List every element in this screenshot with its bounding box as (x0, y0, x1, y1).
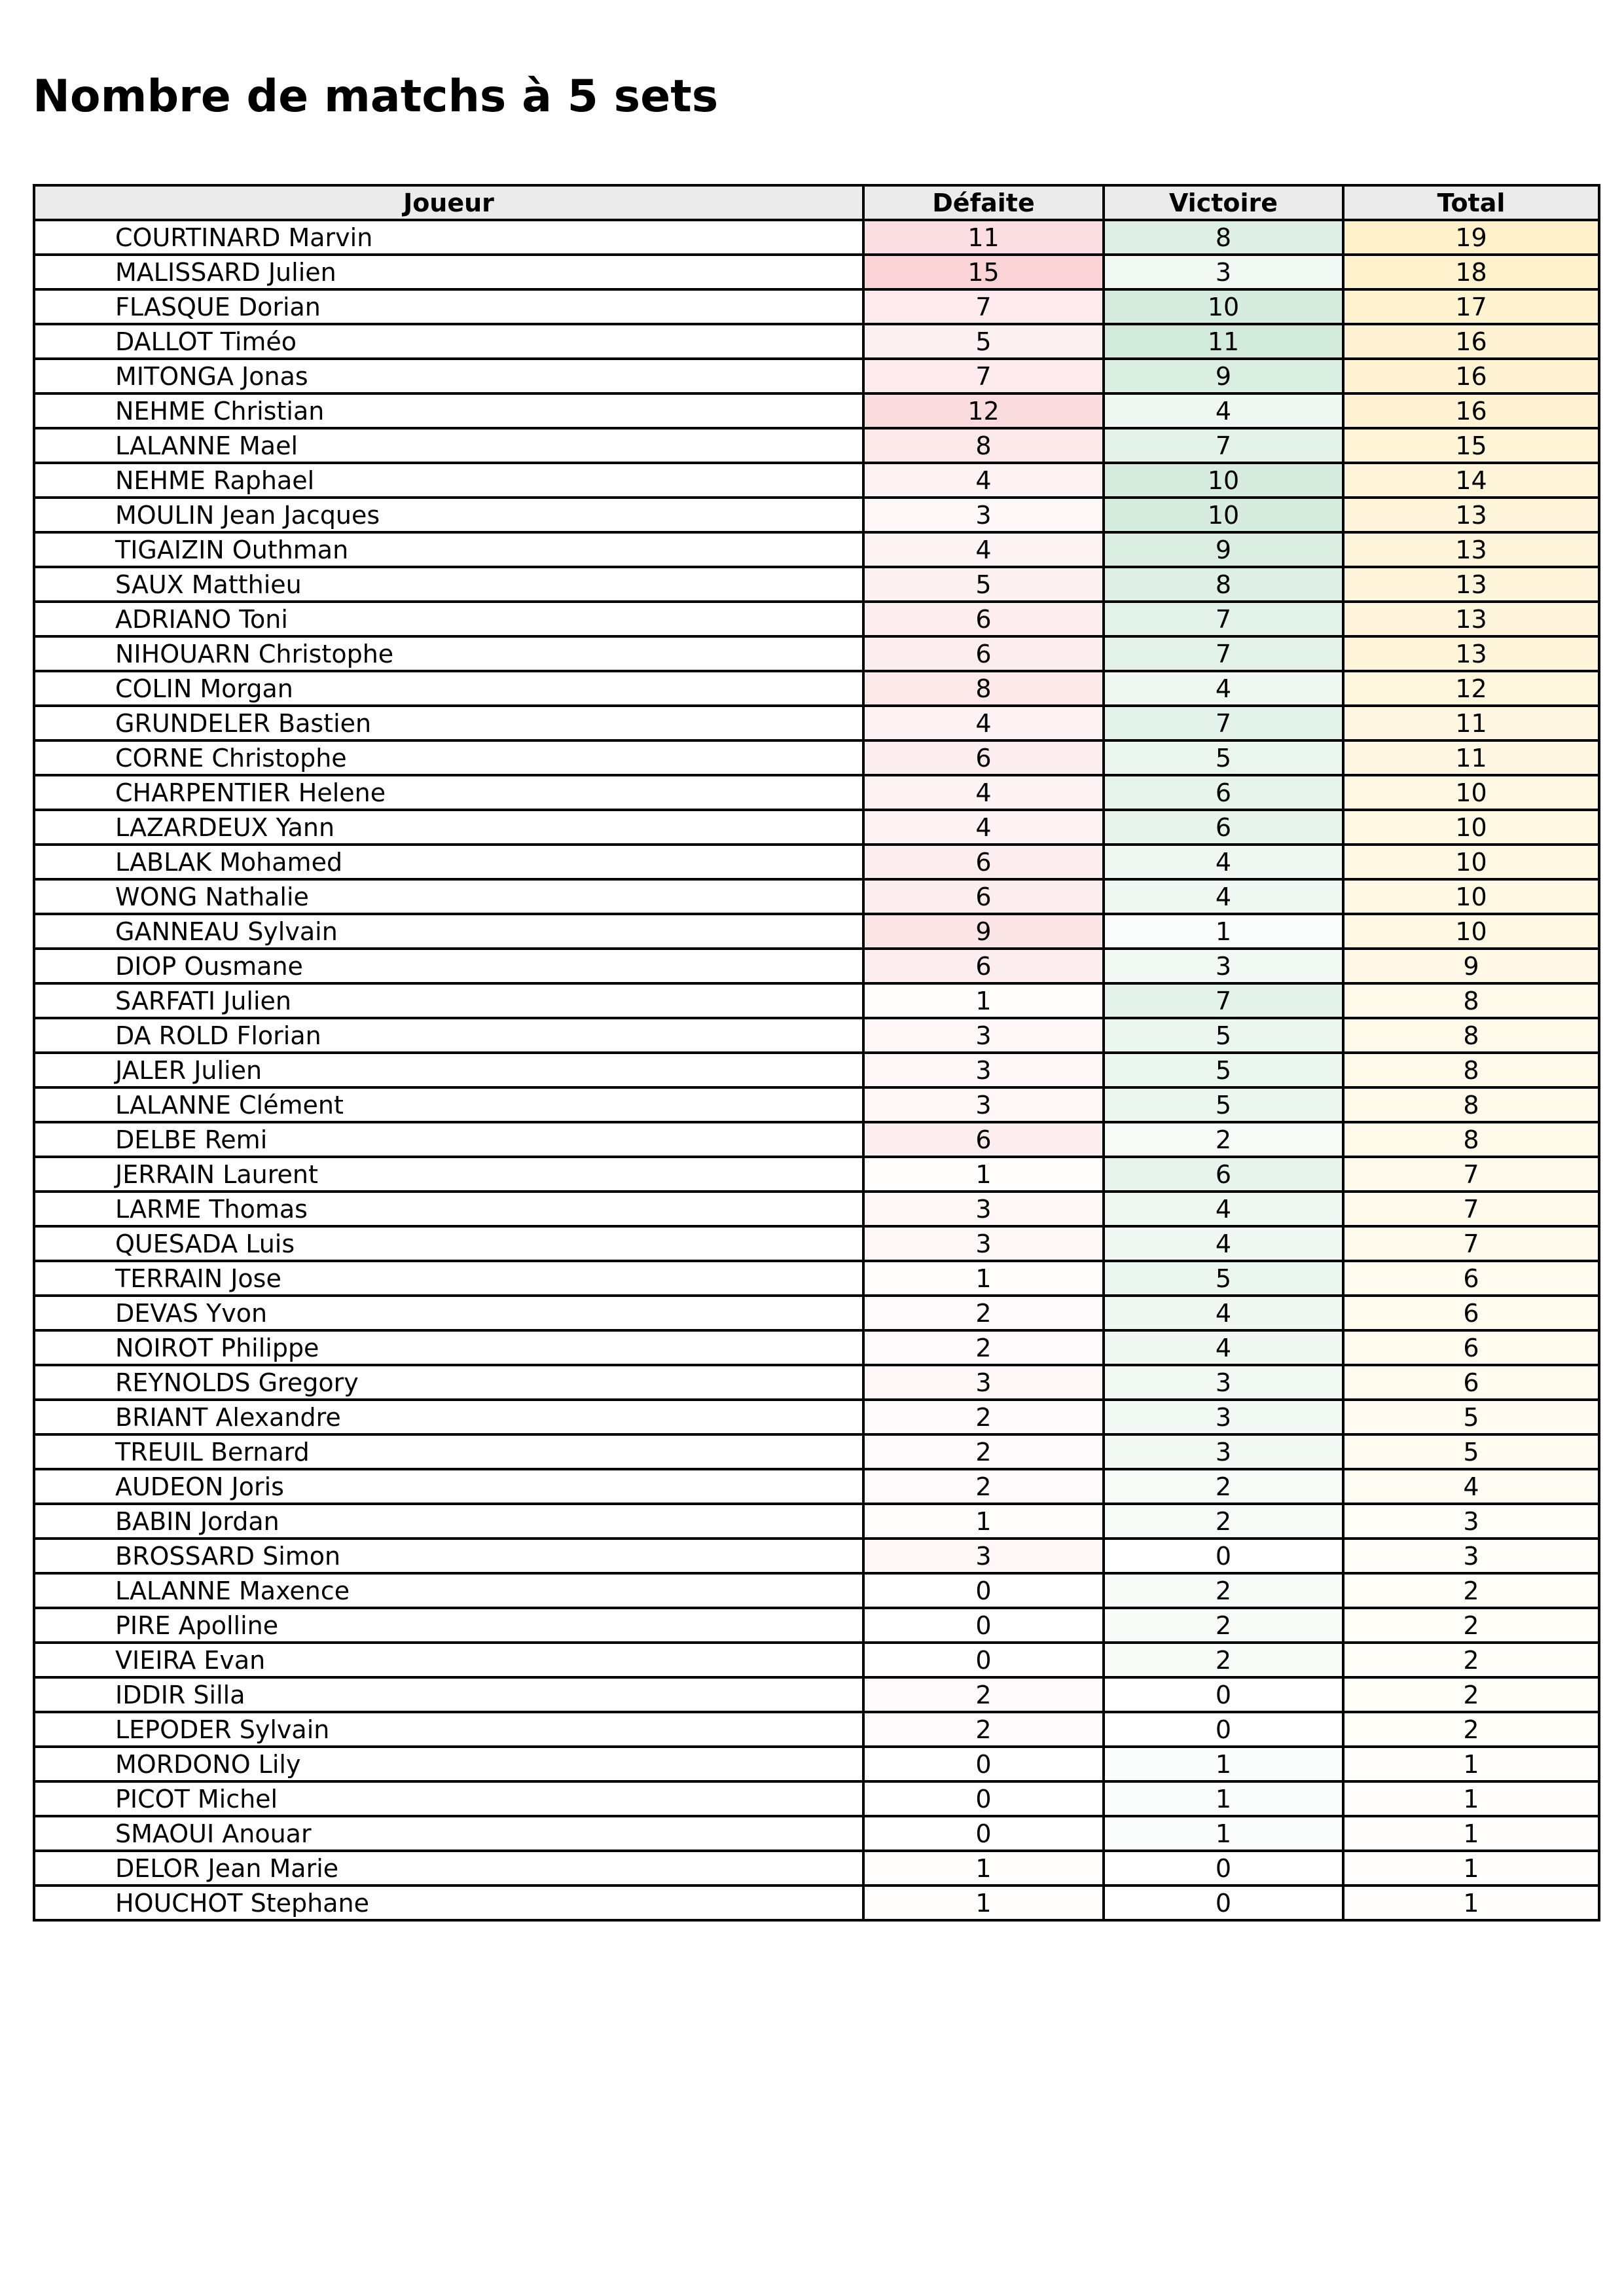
table-row (34, 1886, 1599, 1920)
table-row (34, 1434, 1599, 1469)
defaite-cell: 0 (863, 1747, 1104, 1781)
victoire-cell: 3 (1104, 1434, 1343, 1469)
total-cell: 8 (1343, 1053, 1599, 1087)
table-row (34, 914, 1599, 949)
victoire-cell: 6 (1104, 1157, 1343, 1192)
defaite-cell: 6 (863, 949, 1104, 983)
player-name-cell: DA ROLD Florian (34, 1018, 863, 1053)
victoire-cell: 4 (1104, 1296, 1343, 1330)
table-row (34, 810, 1599, 845)
player-name-cell: BROSSARD Simon (34, 1539, 863, 1573)
victoire-cell: 3 (1104, 1400, 1343, 1434)
table-row (34, 879, 1599, 914)
table-row (34, 1122, 1599, 1157)
table-row (34, 1365, 1599, 1400)
header-defaite: Défaite (863, 185, 1104, 220)
header-victoire: Victoire (1104, 185, 1343, 220)
defaite-cell: 2 (863, 1400, 1104, 1434)
table-row (34, 1192, 1599, 1226)
total-cell: 11 (1343, 706, 1599, 740)
total-cell: 6 (1343, 1365, 1599, 1400)
victoire-cell: 0 (1104, 1677, 1343, 1712)
total-cell: 13 (1343, 636, 1599, 671)
defaite-cell: 4 (863, 775, 1104, 810)
defaite-cell: 11 (863, 220, 1104, 255)
player-name-cell: SAUX Matthieu (34, 567, 863, 602)
victoire-cell: 4 (1104, 845, 1343, 879)
total-cell: 9 (1343, 949, 1599, 983)
defaite-cell: 3 (863, 1226, 1104, 1261)
total-cell: 1 (1343, 1886, 1599, 1920)
total-cell: 5 (1343, 1434, 1599, 1469)
defaite-cell: 4 (863, 532, 1104, 567)
header-row (34, 185, 1599, 220)
table-row (34, 1400, 1599, 1434)
defaite-cell: 1 (863, 1157, 1104, 1192)
victoire-cell: 7 (1104, 983, 1343, 1018)
victoire-cell: 7 (1104, 428, 1343, 463)
victoire-cell: 2 (1104, 1469, 1343, 1504)
defaite-cell: 3 (863, 1053, 1104, 1087)
defaite-cell: 3 (863, 1018, 1104, 1053)
total-cell: 16 (1343, 324, 1599, 359)
player-name-cell: MOULIN Jean Jacques (34, 498, 863, 532)
table-row (34, 220, 1599, 255)
victoire-cell: 5 (1104, 1053, 1343, 1087)
defaite-cell: 1 (863, 1851, 1104, 1886)
player-name-cell: WONG Nathalie (34, 879, 863, 914)
total-cell: 10 (1343, 775, 1599, 810)
page-title: Nombre de matchs à 5 sets (33, 71, 719, 122)
player-name-cell: TERRAIN Jose (34, 1261, 863, 1296)
defaite-cell: 1 (863, 983, 1104, 1018)
victoire-cell: 1 (1104, 914, 1343, 949)
table-row (34, 324, 1599, 359)
player-name-cell: DALLOT Timéo (34, 324, 863, 359)
table-row (34, 463, 1599, 498)
defaite-cell: 7 (863, 289, 1104, 324)
player-name-cell: MORDONO Lily (34, 1747, 863, 1781)
defaite-cell: 7 (863, 359, 1104, 393)
total-cell: 10 (1343, 914, 1599, 949)
total-cell: 6 (1343, 1261, 1599, 1296)
total-cell: 8 (1343, 1018, 1599, 1053)
player-name-cell: COURTINARD Marvin (34, 220, 863, 255)
table-row (34, 949, 1599, 983)
stats-table (33, 184, 1600, 1922)
total-cell: 8 (1343, 1122, 1599, 1157)
victoire-cell: 5 (1104, 1087, 1343, 1122)
victoire-cell: 1 (1104, 1816, 1343, 1851)
defaite-cell: 4 (863, 463, 1104, 498)
victoire-cell: 4 (1104, 1192, 1343, 1226)
victoire-cell: 0 (1104, 1712, 1343, 1747)
victoire-cell: 10 (1104, 498, 1343, 532)
player-name-cell: IDDIR Silla (34, 1677, 863, 1712)
total-cell: 13 (1343, 532, 1599, 567)
total-cell: 13 (1343, 602, 1599, 636)
defaite-cell: 6 (863, 845, 1104, 879)
table-row (34, 1781, 1599, 1816)
defaite-cell: 0 (863, 1608, 1104, 1643)
total-cell: 6 (1343, 1296, 1599, 1330)
victoire-cell: 8 (1104, 567, 1343, 602)
total-cell: 7 (1343, 1192, 1599, 1226)
victoire-cell: 6 (1104, 810, 1343, 845)
victoire-cell: 0 (1104, 1886, 1343, 1920)
victoire-cell: 7 (1104, 636, 1343, 671)
victoire-cell: 4 (1104, 1330, 1343, 1365)
table-row (34, 393, 1599, 428)
victoire-cell: 0 (1104, 1539, 1343, 1573)
total-cell: 11 (1343, 740, 1599, 775)
victoire-cell: 4 (1104, 1226, 1343, 1261)
table-row (34, 636, 1599, 671)
defaite-cell: 5 (863, 567, 1104, 602)
defaite-cell: 12 (863, 393, 1104, 428)
table-row (34, 567, 1599, 602)
player-name-cell: BABIN Jordan (34, 1504, 863, 1539)
defaite-cell: 5 (863, 324, 1104, 359)
victoire-cell: 0 (1104, 1851, 1343, 1886)
victoire-cell: 4 (1104, 879, 1343, 914)
victoire-cell: 5 (1104, 1018, 1343, 1053)
table-row (34, 671, 1599, 706)
victoire-cell: 3 (1104, 949, 1343, 983)
table-row (34, 1816, 1599, 1851)
defaite-cell: 6 (863, 740, 1104, 775)
victoire-cell: 6 (1104, 775, 1343, 810)
defaite-cell: 3 (863, 1539, 1104, 1573)
table-header (34, 185, 1599, 220)
table-row (34, 532, 1599, 567)
table-row (34, 1261, 1599, 1296)
table-row (34, 1330, 1599, 1365)
total-cell: 7 (1343, 1226, 1599, 1261)
total-cell: 10 (1343, 810, 1599, 845)
victoire-cell: 2 (1104, 1608, 1343, 1643)
total-cell: 1 (1343, 1781, 1599, 1816)
player-name-cell: BRIANT Alexandre (34, 1400, 863, 1434)
victoire-cell: 10 (1104, 289, 1343, 324)
total-cell: 13 (1343, 498, 1599, 532)
defaite-cell: 6 (863, 1122, 1104, 1157)
defaite-cell: 0 (863, 1781, 1104, 1816)
defaite-cell: 1 (863, 1261, 1104, 1296)
total-cell: 2 (1343, 1573, 1599, 1608)
table-row (34, 289, 1599, 324)
player-name-cell: VIEIRA Evan (34, 1643, 863, 1677)
total-cell: 4 (1343, 1469, 1599, 1504)
defaite-cell: 3 (863, 1087, 1104, 1122)
defaite-cell: 6 (863, 602, 1104, 636)
player-name-cell: SARFATI Julien (34, 983, 863, 1018)
total-cell: 8 (1343, 1087, 1599, 1122)
total-cell: 1 (1343, 1851, 1599, 1886)
defaite-cell: 0 (863, 1573, 1104, 1608)
victoire-cell: 11 (1104, 324, 1343, 359)
total-cell: 3 (1343, 1539, 1599, 1573)
total-cell: 10 (1343, 879, 1599, 914)
total-cell: 14 (1343, 463, 1599, 498)
player-name-cell: NEHME Raphael (34, 463, 863, 498)
defaite-cell: 15 (863, 255, 1104, 289)
victoire-cell: 2 (1104, 1573, 1343, 1608)
victoire-cell: 5 (1104, 740, 1343, 775)
player-name-cell: LAZARDEUX Yann (34, 810, 863, 845)
defaite-cell: 4 (863, 706, 1104, 740)
total-cell: 16 (1343, 393, 1599, 428)
total-cell: 2 (1343, 1643, 1599, 1677)
total-cell: 2 (1343, 1608, 1599, 1643)
table-row (34, 1608, 1599, 1643)
player-name-cell: JALER Julien (34, 1053, 863, 1087)
player-name-cell: LALANNE Maxence (34, 1573, 863, 1608)
total-cell: 16 (1343, 359, 1599, 393)
player-name-cell: CHARPENTIER Helene (34, 775, 863, 810)
player-name-cell: COLIN Morgan (34, 671, 863, 706)
victoire-cell: 2 (1104, 1122, 1343, 1157)
table-row (34, 845, 1599, 879)
player-name-cell: MITONGA Jonas (34, 359, 863, 393)
victoire-cell: 8 (1104, 220, 1343, 255)
total-cell: 7 (1343, 1157, 1599, 1192)
total-cell: 10 (1343, 845, 1599, 879)
header-total: Total (1343, 185, 1599, 220)
player-name-cell: GRUNDELER Bastien (34, 706, 863, 740)
defaite-cell: 3 (863, 1365, 1104, 1400)
victoire-cell: 1 (1104, 1747, 1343, 1781)
table-row (34, 1747, 1599, 1781)
table-row (34, 1469, 1599, 1504)
victoire-cell: 7 (1104, 602, 1343, 636)
player-name-cell: DELBE Remi (34, 1122, 863, 1157)
defaite-cell: 2 (863, 1677, 1104, 1712)
table-row (34, 1226, 1599, 1261)
player-name-cell: QUESADA Luis (34, 1226, 863, 1261)
player-name-cell: GANNEAU Sylvain (34, 914, 863, 949)
defaite-cell: 2 (863, 1469, 1104, 1504)
player-name-cell: MALISSARD Julien (34, 255, 863, 289)
defaite-cell: 6 (863, 636, 1104, 671)
player-name-cell: SMAOUI Anouar (34, 1816, 863, 1851)
table-row (34, 1087, 1599, 1122)
total-cell: 19 (1343, 220, 1599, 255)
table-row (34, 740, 1599, 775)
player-name-cell: TREUIL Bernard (34, 1434, 863, 1469)
defaite-cell: 1 (863, 1504, 1104, 1539)
victoire-cell: 2 (1104, 1504, 1343, 1539)
table-row (34, 1504, 1599, 1539)
table-row (34, 255, 1599, 289)
table-row (34, 428, 1599, 463)
player-name-cell: DIOP Ousmane (34, 949, 863, 983)
table-row (34, 1643, 1599, 1677)
total-cell: 2 (1343, 1712, 1599, 1747)
total-cell: 8 (1343, 983, 1599, 1018)
victoire-cell: 10 (1104, 463, 1343, 498)
table-row (34, 1851, 1599, 1886)
defaite-cell: 2 (863, 1712, 1104, 1747)
player-name-cell: PIRE Apolline (34, 1608, 863, 1643)
player-name-cell: AUDEON Joris (34, 1469, 863, 1504)
table-row (34, 498, 1599, 532)
player-name-cell: JERRAIN Laurent (34, 1157, 863, 1192)
table-row (34, 1018, 1599, 1053)
table-row (34, 1712, 1599, 1747)
defaite-cell: 4 (863, 810, 1104, 845)
defaite-cell: 6 (863, 879, 1104, 914)
victoire-cell: 1 (1104, 1781, 1343, 1816)
table-row (34, 359, 1599, 393)
player-name-cell: LALANNE Clément (34, 1087, 863, 1122)
victoire-cell: 4 (1104, 393, 1343, 428)
player-name-cell: REYNOLDS Gregory (34, 1365, 863, 1400)
header-joueur: Joueur (34, 185, 863, 220)
total-cell: 17 (1343, 289, 1599, 324)
victoire-cell: 7 (1104, 706, 1343, 740)
total-cell: 2 (1343, 1677, 1599, 1712)
defaite-cell: 2 (863, 1330, 1104, 1365)
player-name-cell: LEPODER Sylvain (34, 1712, 863, 1747)
total-cell: 5 (1343, 1400, 1599, 1434)
victoire-cell: 9 (1104, 532, 1343, 567)
player-name-cell: TIGAIZIN Outhman (34, 532, 863, 567)
player-name-cell: NOIROT Philippe (34, 1330, 863, 1365)
defaite-cell: 3 (863, 498, 1104, 532)
victoire-cell: 4 (1104, 671, 1343, 706)
player-name-cell: DEVAS Yvon (34, 1296, 863, 1330)
defaite-cell: 2 (863, 1296, 1104, 1330)
player-name-cell: NIHOUARN Christophe (34, 636, 863, 671)
player-name-cell: PICOT Michel (34, 1781, 863, 1816)
player-name-cell: HOUCHOT Stephane (34, 1886, 863, 1920)
total-cell: 12 (1343, 671, 1599, 706)
total-cell: 6 (1343, 1330, 1599, 1365)
player-name-cell: CORNE Christophe (34, 740, 863, 775)
table-body (34, 220, 1599, 1920)
player-name-cell: ADRIANO Toni (34, 602, 863, 636)
player-name-cell: LARME Thomas (34, 1192, 863, 1226)
total-cell: 18 (1343, 255, 1599, 289)
player-name-cell: NEHME Christian (34, 393, 863, 428)
victoire-cell: 9 (1104, 359, 1343, 393)
table-row (34, 706, 1599, 740)
table-row (34, 1539, 1599, 1573)
defaite-cell: 8 (863, 671, 1104, 706)
total-cell: 3 (1343, 1504, 1599, 1539)
victoire-cell: 3 (1104, 255, 1343, 289)
table-row (34, 1157, 1599, 1192)
total-cell: 1 (1343, 1816, 1599, 1851)
defaite-cell: 2 (863, 1434, 1104, 1469)
victoire-cell: 5 (1104, 1261, 1343, 1296)
table-row (34, 602, 1599, 636)
player-name-cell: LALANNE Mael (34, 428, 863, 463)
table-row (34, 1677, 1599, 1712)
defaite-cell: 9 (863, 914, 1104, 949)
table-row (34, 1573, 1599, 1608)
defaite-cell: 1 (863, 1886, 1104, 1920)
total-cell: 13 (1343, 567, 1599, 602)
defaite-cell: 8 (863, 428, 1104, 463)
defaite-cell: 0 (863, 1816, 1104, 1851)
victoire-cell: 3 (1104, 1365, 1343, 1400)
defaite-cell: 0 (863, 1643, 1104, 1677)
total-cell: 1 (1343, 1747, 1599, 1781)
total-cell: 15 (1343, 428, 1599, 463)
table-row (34, 983, 1599, 1018)
defaite-cell: 3 (863, 1192, 1104, 1226)
table-row (34, 1296, 1599, 1330)
player-name-cell: DELOR Jean Marie (34, 1851, 863, 1886)
victoire-cell: 2 (1104, 1643, 1343, 1677)
table-row (34, 1053, 1599, 1087)
player-name-cell: LABLAK Mohamed (34, 845, 863, 879)
player-name-cell: FLASQUE Dorian (34, 289, 863, 324)
table-row (34, 775, 1599, 810)
